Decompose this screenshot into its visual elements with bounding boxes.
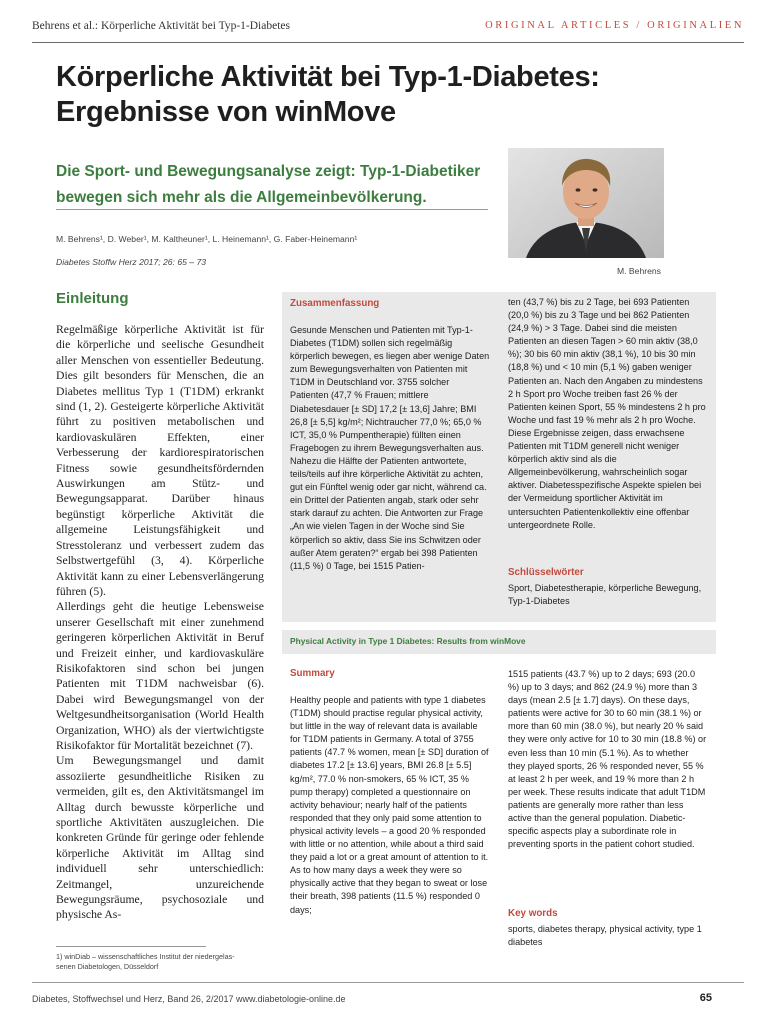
intro-paragraph: Allerdings geht die heutige Lebensweise unserer Gesellschaft mit einer zunehmend geringeren körperlichen Aktivität in Beruf und Freizeit einher, und kardiovaskuläre Risikofaktoren sind schon bei jungen Patienten mit T1DM nachweisbar (6). Dabei wird Bewegungsmangel von der Weltgesundheitsorganisation (World Health Organization, WHO) als der viertwichtigste Risikofaktor für Mortalität bezeichnet (7). [56,600,264,752]
subtitle-line-1: Die Sport- und Bewegungsanalyse zeigt: Typ-1-Diabetiker [56,163,481,180]
summary-col-2: 1515 patients (43.7 %) up to 2 days; 693 (20.0 %) up to 3 days; and 862 (24.9 %) more than 3 days (mean 2.5 [± 1.7] days). On these days, patients were active for 30 to 60 min (38.1 %) or more than 60 min (38.0 %), but nearly 20 % said they were only active for 10 to 30 min (18.8 %) or even less than 10 min (5.1 %). As to whether they played sports, 26 % responded never, 55 % at least 2 h per week, and 19 % more than 2 h per week. These results indicate that adult T1DM patients are generally more rather than less active than the general population. Diabetic-specific aspects play a subordinate role in preventing sports in the patient cohort studied. [508,669,707,850]
schluesselwoerter-heading: Schlüsselwörter [508,567,584,578]
keywords: sports, diabetes therapy, physical activity, type 1 diabetes [508,924,702,947]
subtitle-divider [56,209,488,210]
english-title: Physical Activity in Type 1 Diabetes: Results from winMove [290,636,526,646]
photo-caption: M. Behrens [617,266,661,276]
intro-body [56,322,264,923]
author-list: M. Behrens¹, D. Weber¹, M. Kaltheuner¹, L. Heinemann¹, G. Faber-Heinemann¹ [56,234,358,244]
title-line-2: Ergebnisse von winMove [56,96,396,128]
zusammenfassung-col-2: ten (43,7 %) bis zu 2 Tage, bei 693 Patienten (20,0 %) bis zu 3 Tage und bei 862 Patienten (24,9 %) > 3 Tage. Dabei sind die meisten Patienten an diesen Tagen > 60 min aktiv (38,0 %); 30 bis 60 min aktiv (38,1 %), 10 bis 30 min (18,8 %) und < 10 min (5,1 %) gaben weniger Patienten an. Nach den Angaben zu mindestens 2 h Sport pro Woche treiben fast 26 % der Patienten keinen Sport, 55 % mindestens 2 h pro Woche und fast 19 % mehr als 2 h pro Woche. Diese Ergebnisse zeigen, dass erwachsene Patienten mit T1DM generell nicht weniger körperlich aktiv sind als die Allgemeinbevölkerung, wahrscheinlich sogar aktiver. Diabetesspezifische Aspekte spielen bei der Vermeidung sportlicher Aktivität im untersuchten Patientenkollektiv eine offenbar untergeordnete Rolle. [508,297,706,530]
footnote-line-2: senen Diabetologen, Düsseldorf [56,962,159,971]
intro-paragraph: Regelmäßige körperliche Aktivität ist für die körperliche und seelische Gesundheit aller Menschen von essentieller Bedeutung. Dies gilt besonders für Menschen, die an Diabetes mellitus Typ 1 (T1DM) erkrankt sind (1, 2). Gesteigerte körperliche Aktivität führt zu positiven metabolischen und kardiovaskulären Effekten, einer Verbesserung der kardiorespiratorischen Fitness sowie gesundheitsfördernden Auswirkungen am Stütz- und Bewegungsapparat. Darüber hinaus begünstigt körperliche Aktivität die allgemeine Leistungsfähigkeit und Stresstoleranz und verbessert zudem das Selbstwertgefühl (3, 4). Körperliche Aktivität kann zu einer Lebensverlängerung führen (5). [56,323,264,598]
section-label: ORIGINAL ARTICLES / ORIGINALIEN [485,20,744,31]
keywords-heading: Key words [508,908,558,919]
zusammenfassung-heading: Zusammenfassung [290,298,380,309]
article-subtitle [56,159,496,211]
portrait-image [508,148,664,258]
footnote-line-1: 1) winDiab – wissenschaftliches Institut der niedergelas- [56,952,235,961]
intro-paragraph: Um Bewegungsmangel und damit assoziierte gesundheitliche Risiken zu vermeiden, gilt es, den Aktivitätsmangel im Alltag durch bewusste körperliche und sportliche Aktivitäten auszugleichen. Die konkreten Gründe für geringe oder fehlende körperliche Aktivität im Alltag sind individuell sehr unterschiedlich: Zeitmangel, unzureichende Bewegungsräume, psychosoziale und physische As- [56,754,264,922]
author-photo [508,148,664,258]
summary-col-1: Healthy people and patients with type 1 diabetes (T1DM) should practise regular physical activity, but little in the way of relevant data is available for T1DM patients in Germany. A total of 3755 patients (47.7 % women, mean [± SD] duration of diabetes 17.2 [± 13.6] years, BMI 26.8 [± 5.5] kg/m², 77.0 % non-smokers, 65 % ICT, 35 % pump therapy) completed a questionnaire on activity behaviour; nearly half of the patients responded that they only paid some attention to physical activity levels – a good 20 % responded with little or no attention, while about a third said they paid a lot or a great amount of attention to it. As to how many days a week they were so physically active that they began to sweat or lose their breath, 398 patients (11.5 %) responded 0 days; [290,695,489,915]
article-title [56,60,736,130]
header-divider [32,42,744,43]
title-line-1: Körperliche Aktivität bei Typ-1-Diabetes: [56,61,600,93]
footer-divider [32,982,744,983]
summary-heading: Summary [290,668,335,679]
zusammenfassung-col-1: Gesunde Menschen und Patienten mit Typ-1-Diabetes (T1DM) sollen sich regelmäßig körperlich bewegen, es liegen aber wenige Daten zum Bewegungsverhalten von Patienten mit T1DM in Deutschland vor. 3755 solcher Patienten (47,7 % Frauen; mittlere Diabetesdauer [± SD] 17,2 [± 13,6] Jahre; BMI 26,8 [± 5,5] kg/m²; Nichtraucher 77,0 %; 65,0 % ICT, 35,0 % Pumpentherapie) füllten einen Fragebogen zu ihrem Bewegungsverhalten aus. Nahezu die Hälfte der Patienten antwortete, teils/teils auf ihre körperliche Aktivität zu achten, gut ein Fünftel wenig oder gar nicht, während ca. ein Drittel der Patienten angab, stark oder sehr stark darauf zu achten. Die Antworten zur Frage „An wie vielen Tagen in der Woche sind Sie körperlich so aktiv, dass Sie ins Schwitzen oder außer Atem geraten?“ ergab bei 398 Patienten (11,5 %) 0 Tage, bei 1515 Patien- [290,325,490,571]
footnote [56,952,266,972]
subtitle-line-2: bewegen sich mehr als die Allgemeinbevölkerung. [56,189,427,206]
page-number: 65 [699,992,712,1004]
running-title: Behrens et al.: Körperliche Aktivität bei Typ-1-Diabetes [32,20,290,32]
schluesselwoerter: Sport, Diabetestherapie, körperliche Bewegung, Typ-1-Diabetes [508,583,702,606]
footnote-divider [56,946,206,947]
journal-reference: Diabetes Stoffw Herz 2017; 26: 65 – 73 [56,257,207,267]
footer-text: Diabetes, Stoffwechsel und Herz, Band 26, 2/2017 www.diabetologie-online.de [32,994,346,1004]
section-heading-einleitung: Einleitung [56,290,129,307]
